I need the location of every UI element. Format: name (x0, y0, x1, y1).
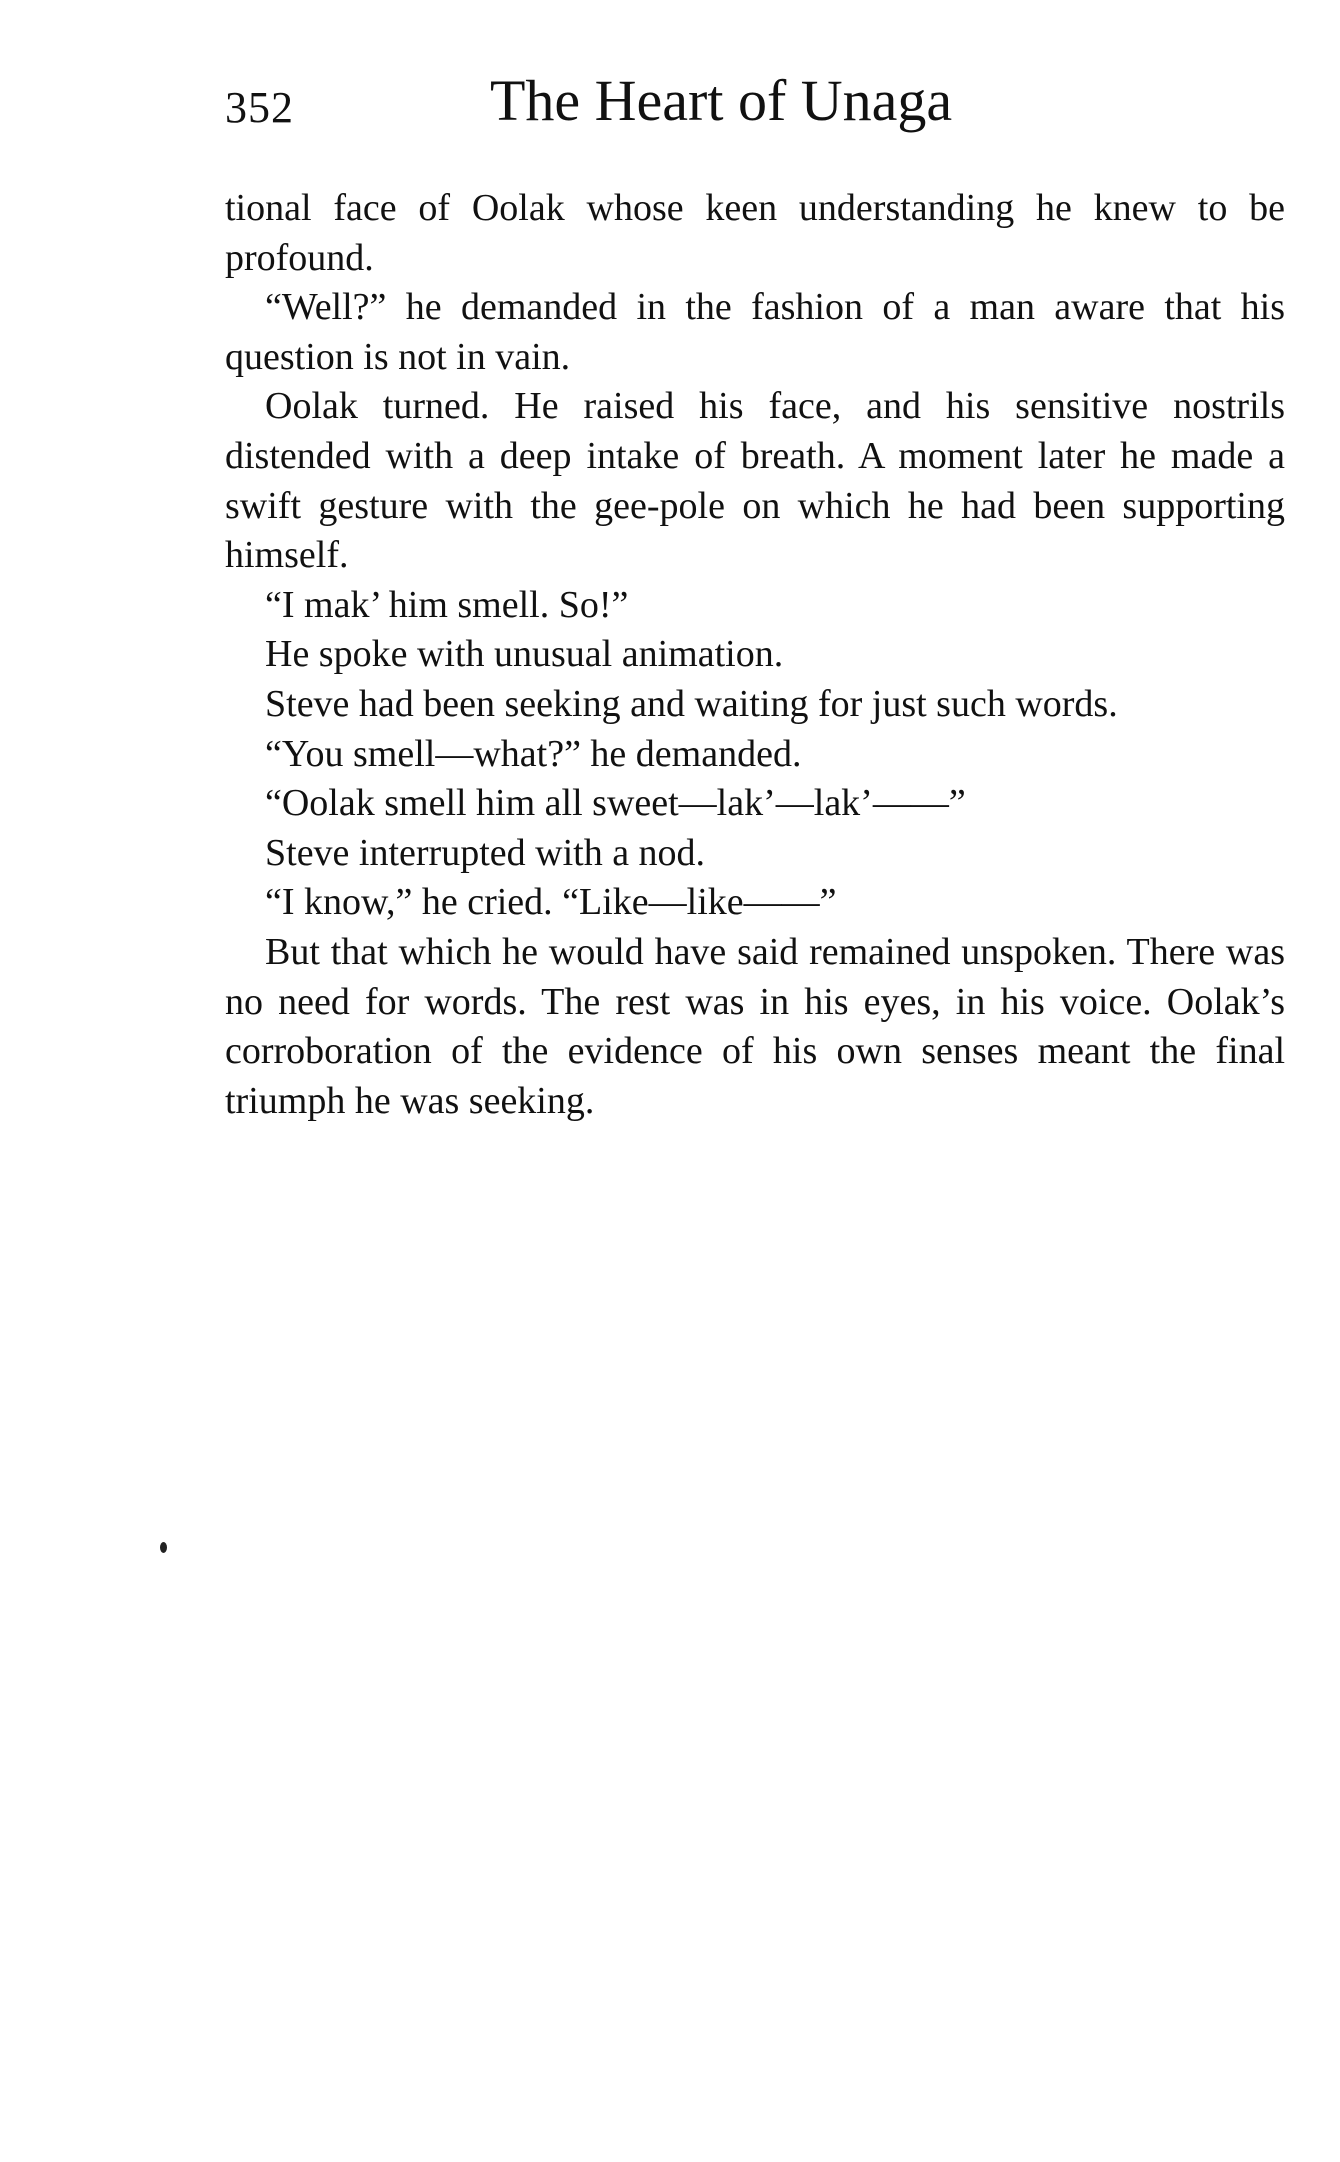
paragraph: tional face of Oolak whose keen understanding he knew to be profound. (225, 187, 1285, 279)
paragraph: “You smell—what?” he demanded. (265, 732, 802, 775)
page-number: 352 (225, 83, 294, 132)
paragraph: Steve interrupted with a nod. (265, 831, 706, 874)
paragraph: “Well?” he demanded in the fashion of a man aware that his question is not in vain. (225, 286, 1285, 378)
paragraph: He spoke with unusual animation. (265, 633, 784, 676)
paragraph: “I mak’ him smell. So!” (265, 583, 629, 626)
ink-speck (160, 1542, 167, 1553)
paragraph: But that which he would have said remained unspoken. There was no need for words. The rest was in his eyes, in his voice. Oolak’s corroboration of the evidence of his own senses meant the final triumph he was seeking. (225, 930, 1285, 1122)
body-text (225, 184, 1285, 1126)
paragraph: Steve had been seeking and waiting for just such words. (265, 682, 1118, 725)
paragraph: “I know,” he cried. “Like—like——” (265, 881, 837, 924)
paragraph: “Oolak smell him all sweet—lak’—lak’——” (265, 782, 966, 825)
running-title: The Heart of Unaga (490, 68, 953, 133)
page-header (225, 68, 1285, 152)
paragraph: Oolak turned. He raised his face, and his sensitive nostrils distended with a deep intake of breath. A moment later he made a swift gesture with the gee-pole on which he had been supporting himself. (225, 385, 1285, 577)
